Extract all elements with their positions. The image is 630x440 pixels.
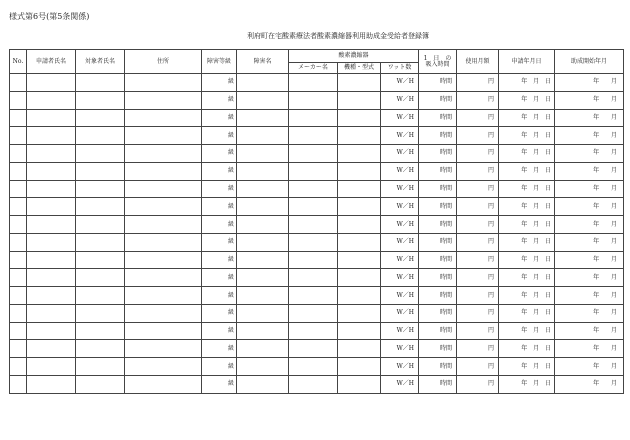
cell-disability-name [237,376,289,394]
cell-wattage: W／H [381,91,419,109]
table-row [10,358,624,376]
table-row [10,74,624,92]
cell-application-date: 年 月 日 [499,145,555,163]
cell-application-date: 年 月 日 [499,376,555,394]
cell-monthly-cost: 円 [457,269,499,287]
cell-monthly-cost: 円 [457,358,499,376]
cell-disability-grade: 級 [202,340,237,358]
header-no: No. [10,50,27,74]
cell-inhalation-hours: 時間 [419,109,457,127]
cell-subject-name [76,162,125,180]
cell-applicant-name [27,269,76,287]
cell-subsidy-start-month: 年 月 [555,251,624,269]
cell-subject-name [76,376,125,394]
cell-subsidy-start-month: 年 月 [555,74,624,92]
cell-application-date: 年 月 日 [499,109,555,127]
cell-maker-name [289,91,338,109]
cell-application-date: 年 月 日 [499,180,555,198]
table-row [10,180,624,198]
table-row [10,340,624,358]
cell-maker-name [289,198,338,216]
cell-address [125,251,202,269]
cell-no [10,376,27,394]
cell-monthly-cost: 円 [457,233,499,251]
cell-no [10,91,27,109]
cell-model-type [338,287,381,305]
cell-inhalation-hours: 時間 [419,304,457,322]
cell-model-type [338,340,381,358]
cell-disability-grade: 級 [202,376,237,394]
cell-applicant-name [27,127,76,145]
cell-address [125,233,202,251]
table-row [10,322,624,340]
header-maker-name: メーカー名 [289,63,338,74]
cell-inhalation-hours: 時間 [419,162,457,180]
cell-disability-grade: 級 [202,216,237,234]
cell-wattage: W／H [381,269,419,287]
cell-disability-grade: 級 [202,304,237,322]
cell-maker-name [289,287,338,305]
cell-disability-name [237,216,289,234]
cell-application-date: 年 月 日 [499,233,555,251]
cell-address [125,198,202,216]
cell-wattage: W／H [381,74,419,92]
cell-maker-name [289,216,338,234]
header-disability-grade: 障害等級 [202,50,237,74]
cell-disability-name [237,269,289,287]
cell-subject-name [76,91,125,109]
cell-application-date: 年 月 日 [499,322,555,340]
cell-disability-name [237,162,289,180]
table-row [10,127,624,145]
cell-application-date: 年 月 日 [499,216,555,234]
cell-no [10,145,27,163]
cell-address [125,109,202,127]
cell-application-date: 年 月 日 [499,269,555,287]
cell-disability-grade: 級 [202,180,237,198]
registry-rows [10,74,624,394]
cell-address [125,127,202,145]
cell-no [10,162,27,180]
cell-disability-name [237,287,289,305]
cell-applicant-name [27,198,76,216]
cell-inhalation-hours: 時間 [419,322,457,340]
cell-subject-name [76,216,125,234]
header-address: 住所 [125,50,202,74]
cell-no [10,304,27,322]
cell-disability-name [237,198,289,216]
cell-wattage: W／H [381,304,419,322]
cell-address [125,376,202,394]
cell-wattage: W／H [381,109,419,127]
cell-address [125,304,202,322]
cell-model-type [338,322,381,340]
cell-monthly-cost: 円 [457,216,499,234]
cell-disability-name [237,91,289,109]
cell-disability-grade: 級 [202,358,237,376]
cell-wattage: W／H [381,376,419,394]
cell-disability-grade: 級 [202,109,237,127]
cell-no [10,198,27,216]
header-oxygen-concentrator: 酸素濃縮器 [289,50,419,63]
cell-maker-name [289,74,338,92]
cell-disability-grade: 級 [202,91,237,109]
table-row [10,287,624,305]
cell-no [10,109,27,127]
cell-inhalation-hours: 時間 [419,233,457,251]
cell-no [10,340,27,358]
table-row [10,162,624,180]
cell-inhalation-hours: 時間 [419,251,457,269]
cell-address [125,216,202,234]
cell-wattage: W／H [381,162,419,180]
cell-monthly-cost: 円 [457,340,499,358]
cell-subject-name [76,251,125,269]
cell-wattage: W／H [381,251,419,269]
cell-applicant-name [27,287,76,305]
cell-no [10,322,27,340]
cell-monthly-cost: 円 [457,74,499,92]
cell-disability-grade: 級 [202,322,237,340]
cell-inhalation-hours: 時間 [419,358,457,376]
cell-maker-name [289,162,338,180]
cell-model-type [338,251,381,269]
cell-monthly-cost: 円 [457,287,499,305]
cell-inhalation-hours: 時間 [419,198,457,216]
cell-inhalation-hours: 時間 [419,287,457,305]
cell-address [125,74,202,92]
cell-application-date: 年 月 日 [499,287,555,305]
cell-applicant-name [27,145,76,163]
header-daily-line1: 1 日 の [423,54,452,62]
cell-maker-name [289,340,338,358]
cell-subject-name [76,233,125,251]
cell-wattage: W／H [381,216,419,234]
cell-wattage: W／H [381,340,419,358]
cell-maker-name [289,376,338,394]
cell-subsidy-start-month: 年 月 [555,198,624,216]
cell-model-type [338,145,381,163]
cell-disability-name [237,322,289,340]
cell-disability-name [237,358,289,376]
table-row [10,216,624,234]
cell-no [10,216,27,234]
cell-no [10,287,27,305]
table-row [10,198,624,216]
cell-subsidy-start-month: 年 月 [555,91,624,109]
cell-subsidy-start-month: 年 月 [555,269,624,287]
cell-disability-grade: 級 [202,198,237,216]
header-monthly-cost: 使用月額 [457,50,499,74]
cell-application-date: 年 月 日 [499,162,555,180]
cell-model-type [338,269,381,287]
table-row [10,91,624,109]
cell-disability-name [237,109,289,127]
cell-model-type [338,216,381,234]
cell-maker-name [289,145,338,163]
cell-wattage: W／H [381,180,419,198]
cell-disability-name [237,74,289,92]
cell-wattage: W／H [381,358,419,376]
header-model-type: 機種・型式 [338,63,381,74]
cell-subject-name [76,269,125,287]
cell-wattage: W／H [381,287,419,305]
registry-table [9,49,624,394]
cell-address [125,322,202,340]
cell-disability-grade: 級 [202,145,237,163]
cell-application-date: 年 月 日 [499,340,555,358]
cell-inhalation-hours: 時間 [419,180,457,198]
table-row [10,376,624,394]
cell-address [125,180,202,198]
cell-subject-name [76,127,125,145]
cell-model-type [338,198,381,216]
header-daily-line2: 吸入時間 [425,60,450,68]
table-row [10,145,624,163]
cell-wattage: W／H [381,127,419,145]
cell-subsidy-start-month: 年 月 [555,233,624,251]
cell-subsidy-start-month: 年 月 [555,216,624,234]
cell-applicant-name [27,74,76,92]
cell-application-date: 年 月 日 [499,127,555,145]
cell-application-date: 年 月 日 [499,304,555,322]
header-wattage: ワット数 [381,63,419,74]
header-applicant-name: 申請者氏名 [27,50,76,74]
cell-monthly-cost: 円 [457,251,499,269]
cell-disability-name [237,340,289,358]
cell-monthly-cost: 円 [457,109,499,127]
cell-disability-grade: 級 [202,162,237,180]
cell-wattage: W／H [381,198,419,216]
cell-no [10,180,27,198]
cell-maker-name [289,233,338,251]
cell-disability-name [237,251,289,269]
cell-address [125,358,202,376]
cell-inhalation-hours: 時間 [419,145,457,163]
cell-subject-name [76,198,125,216]
cell-maker-name [289,251,338,269]
header-subsidy-start-month: 助成開始年月 [555,50,624,74]
cell-subject-name [76,74,125,92]
header-subject-name: 対象者氏名 [76,50,125,74]
cell-subsidy-start-month: 年 月 [555,109,624,127]
cell-wattage: W／H [381,233,419,251]
cell-address [125,91,202,109]
cell-no [10,74,27,92]
cell-applicant-name [27,162,76,180]
cell-disability-grade: 級 [202,233,237,251]
cell-maker-name [289,304,338,322]
cell-monthly-cost: 円 [457,376,499,394]
cell-subject-name [76,340,125,358]
cell-maker-name [289,269,338,287]
cell-disability-grade: 級 [202,269,237,287]
cell-disability-grade: 級 [202,287,237,305]
header-application-date: 申請年月日 [499,50,555,74]
cell-subject-name [76,287,125,305]
cell-subsidy-start-month: 年 月 [555,358,624,376]
cell-applicant-name [27,340,76,358]
cell-subsidy-start-month: 年 月 [555,322,624,340]
cell-monthly-cost: 円 [457,91,499,109]
cell-model-type [338,233,381,251]
cell-monthly-cost: 円 [457,304,499,322]
cell-wattage: W／H [381,145,419,163]
cell-inhalation-hours: 時間 [419,91,457,109]
cell-subsidy-start-month: 年 月 [555,304,624,322]
form-number-label: 様式第6号(第5条関係) [9,12,90,21]
cell-no [10,233,27,251]
cell-model-type [338,74,381,92]
cell-no [10,269,27,287]
cell-subject-name [76,322,125,340]
cell-address [125,340,202,358]
cell-inhalation-hours: 時間 [419,269,457,287]
cell-applicant-name [27,233,76,251]
cell-disability-name [237,180,289,198]
cell-inhalation-hours: 時間 [419,127,457,145]
cell-no [10,251,27,269]
cell-subsidy-start-month: 年 月 [555,162,624,180]
cell-model-type [338,91,381,109]
cell-subject-name [76,304,125,322]
cell-monthly-cost: 円 [457,145,499,163]
cell-maker-name [289,180,338,198]
cell-subject-name [76,145,125,163]
cell-no [10,127,27,145]
cell-monthly-cost: 円 [457,127,499,145]
cell-applicant-name [27,304,76,322]
cell-monthly-cost: 円 [457,198,499,216]
cell-application-date: 年 月 日 [499,198,555,216]
cell-inhalation-hours: 時間 [419,216,457,234]
cell-disability-grade: 級 [202,251,237,269]
cell-maker-name [289,322,338,340]
cell-applicant-name [27,376,76,394]
cell-model-type [338,304,381,322]
cell-address [125,269,202,287]
cell-disability-name [237,145,289,163]
cell-applicant-name [27,180,76,198]
cell-applicant-name [27,91,76,109]
cell-subject-name [76,109,125,127]
cell-model-type [338,358,381,376]
cell-model-type [338,376,381,394]
cell-inhalation-hours: 時間 [419,74,457,92]
cell-model-type [338,162,381,180]
cell-subject-name [76,180,125,198]
cell-disability-name [237,127,289,145]
cell-disability-name [237,233,289,251]
cell-wattage: W／H [381,322,419,340]
cell-application-date: 年 月 日 [499,91,555,109]
cell-subsidy-start-month: 年 月 [555,376,624,394]
cell-applicant-name [27,358,76,376]
table-row [10,233,624,251]
cell-subsidy-start-month: 年 月 [555,180,624,198]
cell-address [125,287,202,305]
cell-model-type [338,127,381,145]
cell-disability-grade: 級 [202,127,237,145]
cell-monthly-cost: 円 [457,162,499,180]
cell-model-type [338,109,381,127]
cell-subsidy-start-month: 年 月 [555,145,624,163]
cell-maker-name [289,358,338,376]
cell-maker-name [289,109,338,127]
cell-subsidy-start-month: 年 月 [555,340,624,358]
table-row [10,109,624,127]
cell-application-date: 年 月 日 [499,74,555,92]
document-title: 利府町在宅酸素療法者酸素濃縮器利用助成金受給者登録簿 [247,32,429,40]
cell-application-date: 年 月 日 [499,358,555,376]
cell-applicant-name [27,216,76,234]
table-row [10,251,624,269]
cell-disability-name [237,304,289,322]
header-daily-inhalation-time [419,50,457,74]
cell-application-date: 年 月 日 [499,251,555,269]
cell-subsidy-start-month: 年 月 [555,287,624,305]
table-row [10,304,624,322]
cell-address [125,145,202,163]
cell-applicant-name [27,109,76,127]
cell-model-type [338,180,381,198]
cell-subject-name [76,358,125,376]
table-row [10,269,624,287]
cell-applicant-name [27,322,76,340]
cell-inhalation-hours: 時間 [419,340,457,358]
cell-subsidy-start-month: 年 月 [555,127,624,145]
cell-monthly-cost: 円 [457,180,499,198]
header-disability-name: 障害名 [237,50,289,74]
cell-monthly-cost: 円 [457,322,499,340]
cell-maker-name [289,127,338,145]
cell-disability-grade: 級 [202,74,237,92]
cell-no [10,358,27,376]
cell-inhalation-hours: 時間 [419,376,457,394]
cell-address [125,162,202,180]
cell-applicant-name [27,251,76,269]
